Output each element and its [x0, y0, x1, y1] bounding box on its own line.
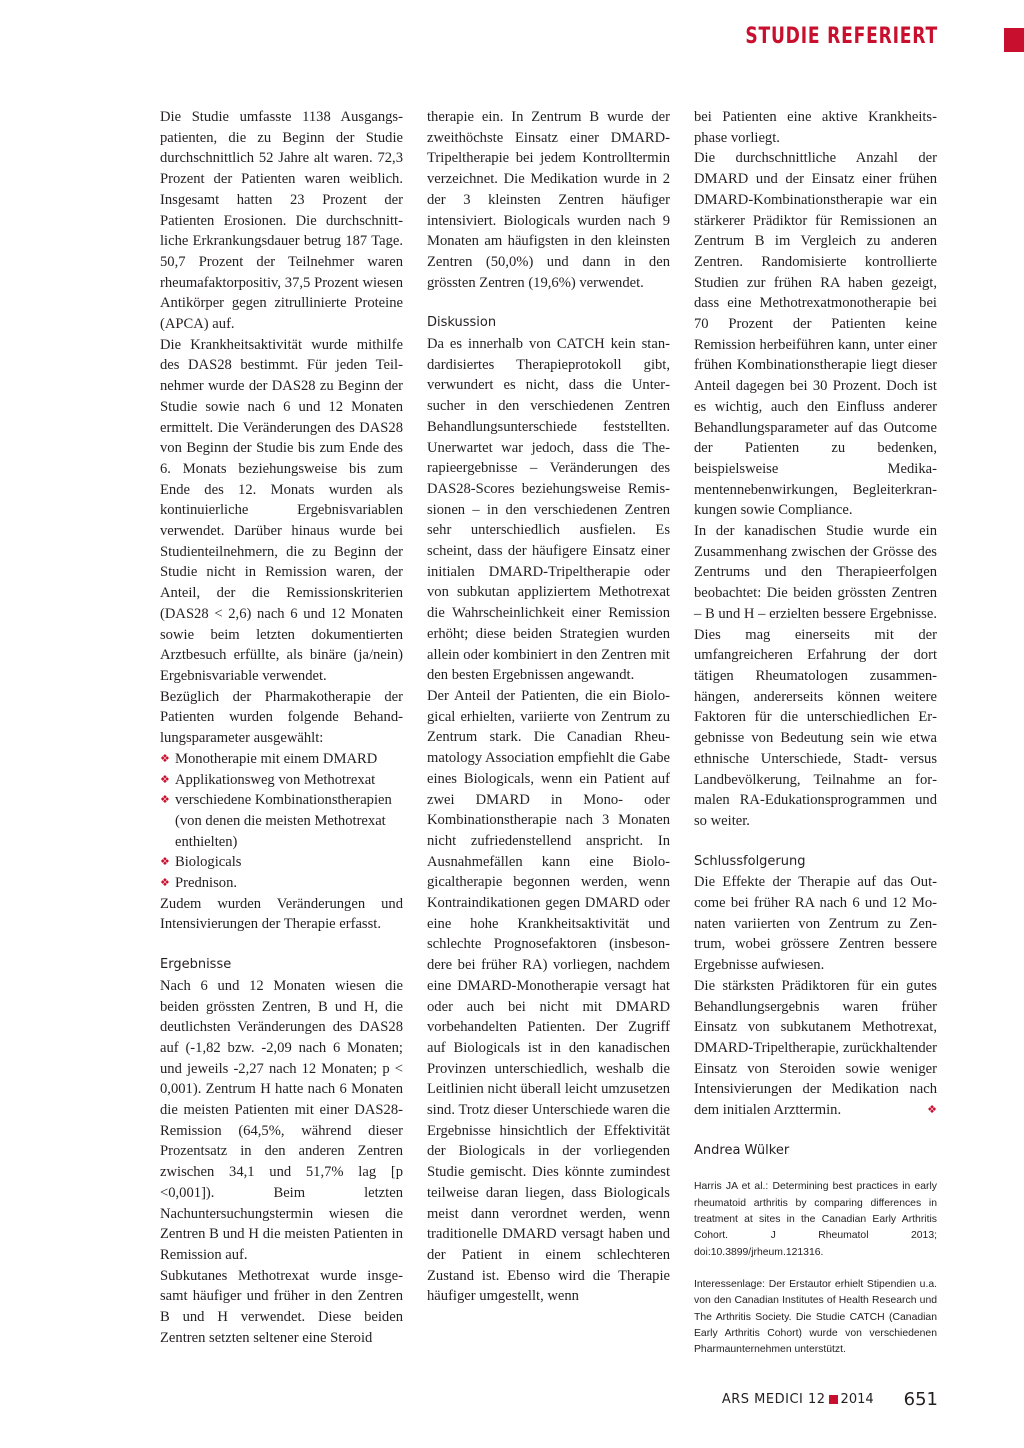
paragraph: Die stärksten Prädiktoren für ein gutes Behandlungsergebnis waren früher Einsatz von subkutanem Methotrexat, DMARD-Tripeltherapie, zurückhaltender Einsatz von Steroiden sowie weniger Intensivierungen der Medikation nach dem initialen Arzttermin. ❖: [694, 976, 937, 1121]
journal-name: ARS MEDICI 12: [721, 1392, 826, 1407]
paragraph: Nach 6 und 12 Monaten wiesen die beiden grössten Zentren, B und H, die deutlichsten Veränderungen des DAS28 auf (-1,82 bzw. -2,09 nach 6 Monaten; und jeweils -2,27 nach 12 Monaten; p < 0,001). Zentrum H hatte nach 6 Monaten die meisten Patienten mit einer DAS28-Remission (64,5%, während dieser Prozentsatz in den anderen Zentren zwischen 34,1 und 51,7% lag [p <0,001]). Beim letzten Nachuntersuchungstermin wiesen die Zentren B und H die meisten Patienten in Remission auf.: [160, 977, 403, 1263]
section-heading-diskussion: Diskussion: [427, 315, 497, 331]
list-item: ❖ verschiedene Kombinationstherapien (von denen die meisten Methotrexat enthielten): [160, 792, 392, 850]
paragraph: Zudem wurden Veränderungen und Intensivierungen der Therapie erfasst.: [160, 895, 403, 933]
diamond-cluster-icon: ❖: [160, 855, 170, 869]
column-2: [427, 107, 670, 1307]
author-name: Andrea Wülker: [694, 1142, 790, 1158]
reference: Harris JA et al.: Determining best practices in early rheumatoid arthritis by comparing differences in treatment at sites in the Canadian Early Arthritis Cohort. J Rheumatol 2013; doi:10.3899/jrheum.121316.: [694, 1181, 937, 1258]
issue-year: 2014: [840, 1392, 874, 1407]
page-footer: [722, 1389, 938, 1413]
paragraph: Die durchschnittliche Anzahl der DMARD und der Einsatz einer frühen DMARD-Kombinationstherapie war ein stärkerer Prädiktor für Remissionen an Zentrum B im Vergleich zu anderen Zentren. Randomisierte kontrollierte Studien zur frühen RA haben gezeigt, dass eine Methotrexatmonotherapie bei 70 Prozent der Patienten keine Remission herbeiführen kann, unter einer frühen Kombinationstherapie liegt dieser Anteil dagegen bei 30 Prozent. Doch ist es wichtig, auch den Einfluss anderer Behandlungsparameter auf das Outcome der Patienten zu bedenken, beispielsweise Medikamentennebenwirkungen, Begleiterkrankungen sowie Compliance.: [694, 150, 937, 519]
page-number: 651: [903, 1389, 938, 1410]
paragraph: therapie ein. In Zentrum B wurde der zweithöchste Einsatz einer DMARD-Tripeltherapie bei jedem Kontrolltermin verzeichnet. Die Medikation wurde in 2 der 3 kleinsten Zentren häufiger intensiviert. Biologicals wurden nach 9 Monaten am häufigsten in den kleinsten Zentren (50,0%) und dann in den grössten Zentren (19,6%) verwendet.: [427, 109, 670, 291]
paragraph: Da es innerhalb von CATCH kein standardisiertes Therapieprotokoll gibt, verwundert es nicht, dass die Untersucher in den verschiedenen Zentren Behandlungsunterschiede feststellten. Unerwartet war jedoch, dass die Therapieergebnisse – Veränderungen des DAS28-Scores beziehungsweise Remissionen – in den verschiedenen Zentren sehr unterschiedlich ausfielen. Es scheint, dass der häufigere Einsatz einer initialen DMARD-Tripeltherapie oder von subkutan appliziertem Methotrexat die Wahrscheinlichkeit einer Remission erhöht; diese beiden Strategien wurden allein oder kombiniert in den Zentren mit den besten Ergebnissen angewandt.: [427, 336, 670, 684]
treatment-parameter-list: [160, 749, 403, 894]
list-item: ❖ Prednison.: [160, 873, 403, 894]
diamond-cluster-icon: ❖: [160, 876, 170, 890]
section-heading-schlussfolgerung: Schlussfolgerung: [694, 853, 806, 869]
paragraph: Der Anteil der Patienten, die ein Biological erhielten, variierte von Zentrum zu Zentrum stark. Die Canadian Rheumatology Association empfiehlt die Gabe eines Biologicals, wenn ein Patient auf zwei DMARD in Mono- oder Kombinationstherapie nach 3 Monaten nicht zufriedenstellend anspricht. In Ausnahmefällen kann eine Biologicaltherapie begonnen werden, wenn Kontraindikationen gegen DMARD oder eine hohe Krankheitsaktivität und schlechte Prognosefaktoren (insbesondere bei früher RA) vorliegen, nachdem eine DMARD-Monotherapie versagt hat oder auch bei nicht mit DMARD vorbehandelten Patienten. Der Zugriff auf Biologicals ist in den kanadischen Provinzen unterschiedlich, weshalb die Leitlinien nicht überall leicht umzusetzen sind. Trotz dieser Unterschiede waren die Ergebnisse hinsichtlich der Effektivität der Biologicals in der vorliegenden Studie gemischt. Dies könnte zumindest teilweise daran liegen, dass Biologicals meist dann verordnet werden, wenn traditionelle DMARD versagt haben und der Patient in einem schlechteren Zustand ist. Ebenso wird die Therapie häufiger umgestellt, wenn: [427, 687, 670, 1305]
paragraph: Die Effekte der Therapie auf das Outcome bei früher RA nach 6 und 12 Monaten variierten von Zentrum zu Zentrum, wobei grössere Zentren bessere Ergebnisse aufwiesen.: [694, 874, 937, 974]
list-item: ❖ Monotherapie mit einem DMARD: [160, 749, 403, 770]
section-heading-ergebnisse: Ergebnisse: [160, 957, 232, 973]
column-3: [694, 107, 937, 1358]
header-color-block: [1004, 28, 1024, 52]
paragraph: Die Krankheitsaktivität wurde mithilfe des DAS28 bestimmt. Für jeden Teilnehmer wurde der DAS28 zu Beginn der Studie sowie nach 6 und 12 Monaten ermittelt. Die Veränderungen des DAS28 von Beginn der Studie bis zum Ende des 6. Monats beziehungsweise bis zum Ende des 12. Monats wurden als kontinuierliche Ergebnisvariablen verwendet. Darüber hinaus wurde bei Studienteilnehmern, die zu Beginn der Studie nicht in Remission waren, der Anteil, der die Remissionskriterien (DAS28 < 2,6) nach 6 und 12 Monaten sowie beim letzten dokumentierten Arztbesuch erfüllte, als binäre (ja/nein) Ergebnisvariable verwendet.: [160, 336, 403, 684]
running-header: [624, 22, 1024, 58]
diamond-cluster-icon: ❖: [160, 793, 170, 807]
column-1: [160, 107, 403, 1348]
paragraph: Subkutanes Methotrexat wurde insgesamt häufiger und früher in den Zentren B und H verwendet. Diese beiden Zentren setzten seltener eine Steroid: [160, 1267, 403, 1346]
list-item: ❖ Applikationsweg von Methotrexat: [160, 770, 403, 791]
conflict-of-interest-note: Interessenlage: Der Erstautor erhielt Stipendien u.a. von den Canadian Institutes of Health Research und The Arthritis Society. Die Studie CATCH (Canadian Early Arthritis Cohort) wurde von verschiedenen Pharmaunternehmen unterstützt.: [694, 1278, 937, 1356]
end-of-article-icon: ❖: [927, 1103, 937, 1117]
diamond-cluster-icon: ❖: [160, 751, 170, 765]
diamond-cluster-icon: ❖: [160, 772, 170, 786]
section-title: STUDIE REFERIERT: [745, 24, 938, 49]
paragraph: Die Studie umfasste 1138 Ausgangspatienten, die zu Beginn der Studie durchschnittlich 52 Jahre alt waren. 72,3 Prozent der Patienten waren weiblich. Insgesamt hatten 23 Prozent der Patienten Erosionen. Die durchschnittliche Erkrankungsdauer betrug 187 Tage. 50,7 Prozent der Teilnehmer waren rheumafaktorpositiv, 37,5 Prozent wiesen Antikörper gegen zitrullinierte Proteine (APCA) auf.: [160, 109, 403, 333]
paragraph: In der kanadischen Studie wurde ein Zusammenhang zwischen der Grösse des Zentrums und den Therapieerfolgen beobachtet: Die beiden grössten Zentren – B und H – erzielten bessere Ergebnisse. Dies mag einerseits mit der umfangreicheren Erfahrung der dort tätigen Rheumatologen zusammenhängen, andererseits können weitere Faktoren für die unterschiedlichen Ergebnisse von Bedeutung sein wie etwa ethnische Unterschiede, Stadt- versus Landbevölkerung, Teilnahme an formalen RA-Edukationsprogrammen und so weiter.: [694, 523, 937, 829]
footer-square-icon: [829, 1395, 838, 1404]
paragraph: bei Patienten eine aktive Krankheitsphase vorliegt.: [694, 109, 937, 146]
list-item: ❖ Biologicals: [160, 852, 403, 873]
paragraph: Bezüglich der Pharmakotherapie der Patienten wurden folgende Behandlungsparameter ausgewählt:: [160, 688, 403, 747]
